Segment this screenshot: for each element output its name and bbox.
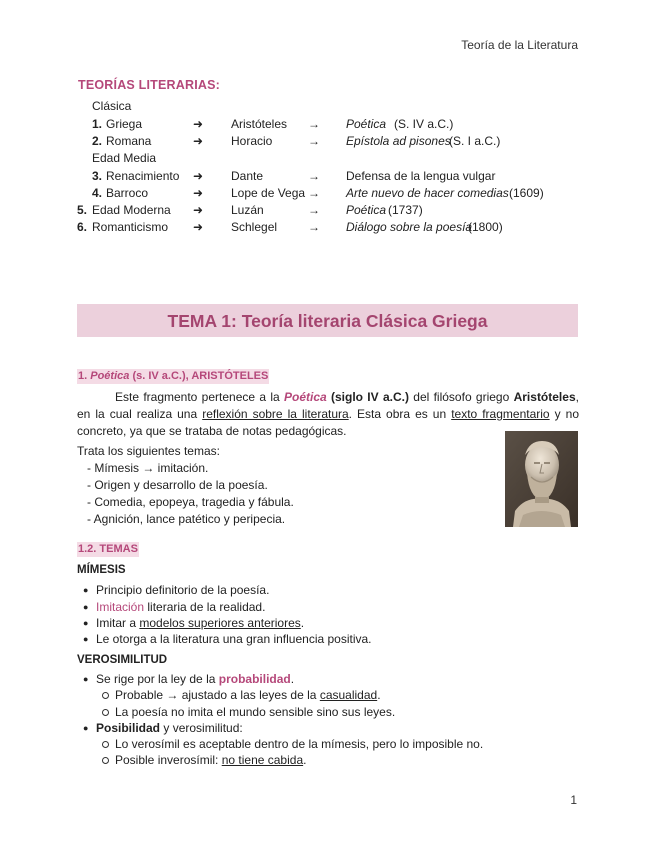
theory-row: 1. Griega ➜ Aristóteles → Poética (S. IV a.C.) [92, 117, 454, 131]
theory-row: 3. Renacimiento ➜ Dante → Defensa de la lengua vulgar [92, 169, 496, 183]
list-item: - Comedia, epopeya, tragedia y fábula. [87, 495, 294, 509]
theory-row: 6. Romanticismo ➜ Schlegel → Diálogo sobre la poesía (1800) [77, 220, 503, 234]
theories-title: TEORÍAS LITERARIAS: [78, 78, 220, 92]
topics-intro: Trata los siguientes temas: [77, 444, 220, 458]
arrow-icon: → [308, 134, 320, 148]
mimesis-heading: MÍMESIS [77, 564, 126, 576]
group-label-media: Edad Media [92, 151, 157, 165]
bold-arrow-icon: ➜ [193, 186, 204, 200]
tema-banner [77, 304, 578, 337]
bold-arrow-icon: ➜ [193, 220, 204, 234]
list-item: - Mímesis → imitación. [87, 461, 209, 475]
aristotle-bust-image [505, 431, 578, 527]
arrow-icon: → [308, 203, 320, 217]
list-item: Lo verosímil es aceptable dentro de la mímesis, pero lo imposible no. [115, 737, 483, 751]
bold-arrow-icon: ➜ [193, 203, 204, 217]
running-header: Teoría de la Literatura [461, 38, 578, 52]
list-item: Posible inverosímil: no tiene cabida. [115, 753, 306, 767]
list-item: - Agnición, lance patético y peripecia. [87, 512, 286, 526]
list-item: ● Imitar a modelos superiores anteriores. [83, 616, 305, 630]
theory-row: 2. Romana ➜ Horacio → Epístola ad pisones (S. I a.C.) [92, 134, 501, 148]
arrow-icon: → [308, 186, 320, 200]
circle-bullet-icon [102, 692, 109, 699]
list-item: ● Posibilidad y verosimilitud: [83, 721, 243, 735]
section-1-2-heading: 1.2. TEMAS [78, 543, 138, 555]
bold-arrow-icon: ➜ [193, 117, 204, 131]
circle-bullet-icon [102, 757, 109, 764]
list-item: ● Principio definitorio de la poesía. [83, 583, 270, 597]
circle-bullet-icon [102, 709, 109, 716]
list-item: ● Imitación literaria de la realidad. [83, 600, 266, 614]
theory-row: 4. Barroco ➜ Lope de Vega → Arte nuevo de hacer comedias (1609) [92, 186, 544, 200]
bullet-icon: ● [83, 618, 89, 628]
bold-arrow-icon: ➜ [193, 134, 204, 148]
bullet-icon: ● [83, 723, 89, 733]
theory-row: 5. Edad Moderna ➜ Luzán → Poética (1737) [77, 203, 423, 217]
bold-arrow-icon: ➜ [193, 169, 204, 183]
bullet-icon: ● [83, 674, 89, 684]
intro-paragraph: Este fragmento pertenece a la Poética (siglo IV a.C.) del filósofo griego Aristóteles, en la cual realiza una reflexión sobre la literatura. Esta obra es un texto fragmentario y no concreto, ya que se trataba de notas pedagógicas. [77, 390, 579, 438]
list-item: ● Le otorga a la literatura una gran influencia positiva. [83, 632, 372, 646]
bullet-icon: ● [83, 634, 89, 644]
tema-title: TEMA 1: Teoría literaria Clásica Griega [167, 311, 488, 331]
arrow-icon: → [308, 117, 320, 131]
list-item: ● Se rige por la ley de la probabilidad. [83, 672, 295, 686]
page-number: 1 [570, 793, 577, 807]
arrow-icon: → [308, 169, 320, 183]
list-item: La poesía no imita el mundo sensible sino sus leyes. [115, 705, 395, 719]
arrow-icon: → [308, 220, 320, 234]
circle-bullet-icon [102, 741, 109, 748]
verosimilitud-heading: VEROSIMILITUD [77, 654, 168, 666]
section-1-heading: 1. Poética (s. IV a.C.), ARISTÓTELES [78, 370, 269, 382]
bullet-icon: ● [83, 602, 89, 612]
bullet-icon: ● [83, 585, 89, 595]
group-label-clasica: Clásica [92, 99, 132, 113]
list-item: Probable → ajustado a las leyes de la casualidad. [115, 688, 381, 702]
list-item: - Origen y desarrollo de la poesía. [87, 478, 268, 492]
